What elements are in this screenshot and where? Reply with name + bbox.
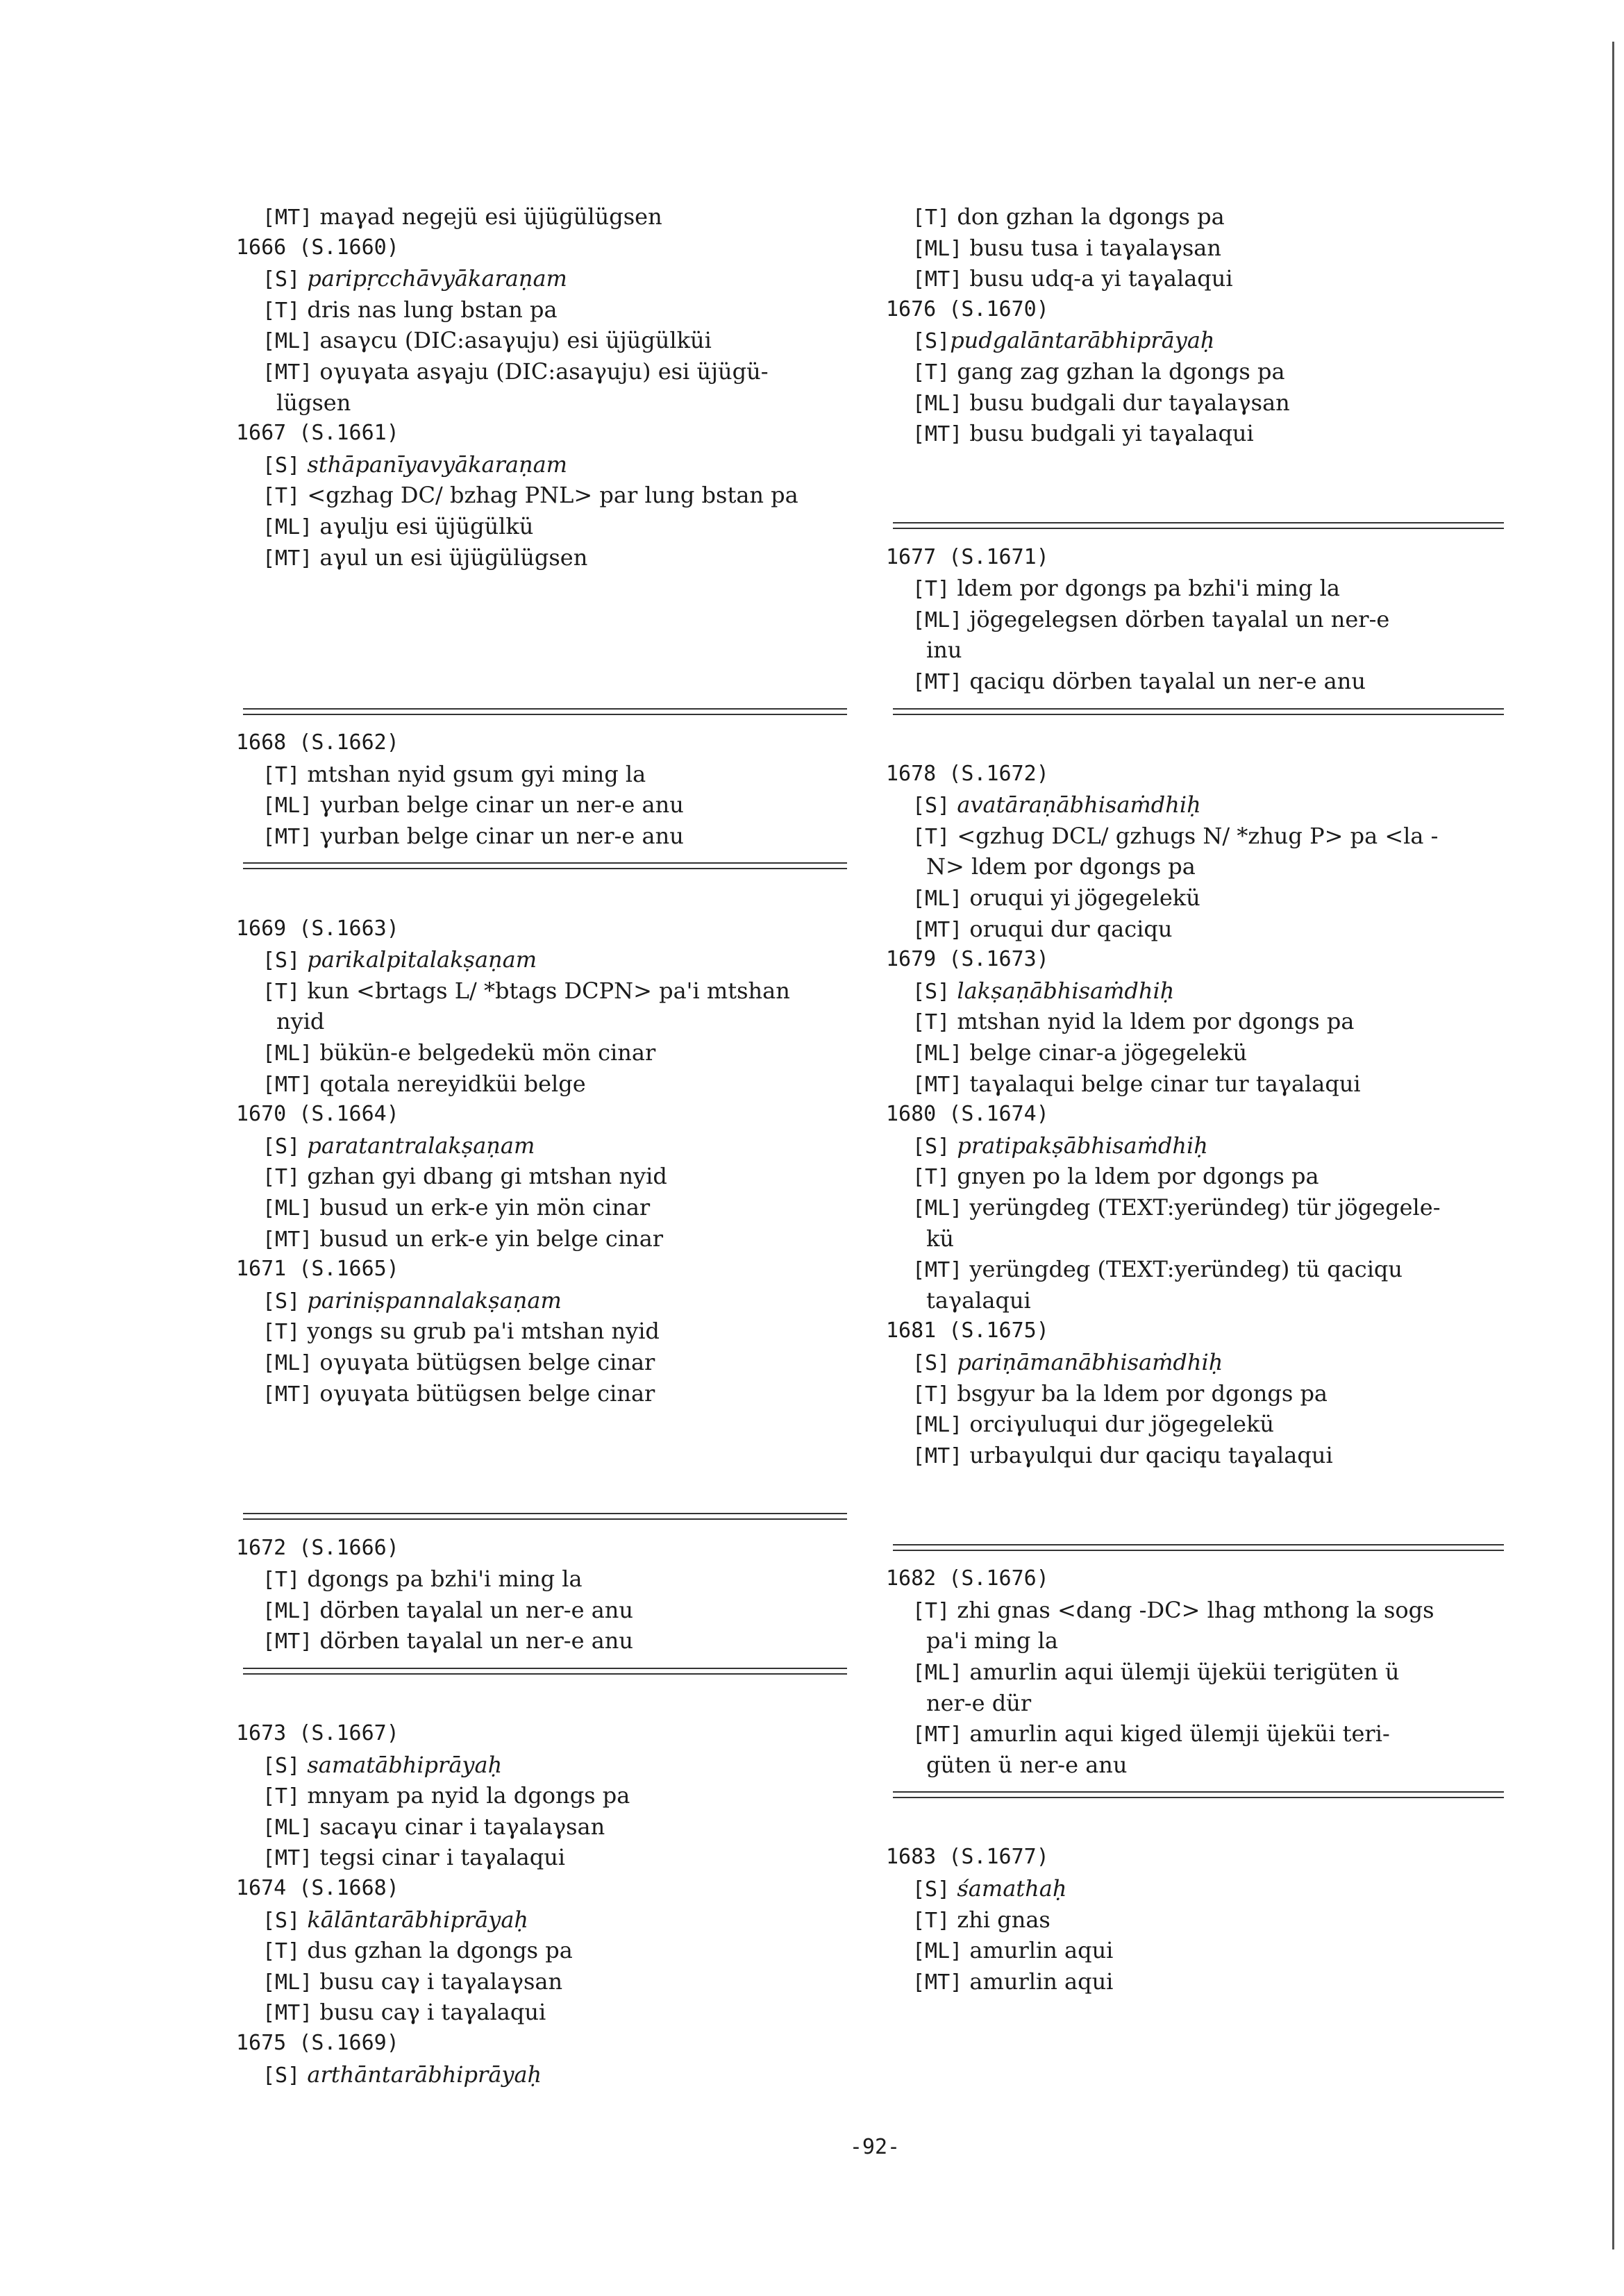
entry-text: paratantralakṣaṇam xyxy=(300,1132,535,1159)
entry-line xyxy=(236,975,847,1007)
language-tag: [S] xyxy=(912,329,951,354)
section-divider xyxy=(236,697,847,728)
language-tag: [MT] xyxy=(912,267,963,292)
language-tag: [MT] xyxy=(912,669,963,694)
entry-number: 1678 (S.1672) xyxy=(886,761,1049,786)
entry-text: pratipakṣābhisaṁdhiḥ xyxy=(950,1132,1208,1159)
entry-continuation: inu xyxy=(926,637,962,664)
entry-line xyxy=(886,325,1504,356)
language-tag: [T] xyxy=(912,1165,951,1190)
language-tag: [MT] xyxy=(262,1846,313,1871)
entry-text: busu caγ i taγalaγsan xyxy=(312,1968,563,1995)
entry-text: yerüngdeg (TEXT:yeründeg) tür jögegele- xyxy=(962,1194,1441,1221)
entry-number: 1675 (S.1669) xyxy=(236,2031,399,2056)
language-tag: [S] xyxy=(262,1753,301,1778)
language-tag: [T] xyxy=(262,298,301,323)
language-tag: [S] xyxy=(262,453,301,478)
entry-line xyxy=(236,1750,847,1781)
entry-text: mtshan nyid la ldem por dgongs pa xyxy=(950,1008,1355,1035)
entry-text: sthāpanīyavyākaraṇam xyxy=(300,451,567,478)
entry-text: busud un erk-e yin mön cinar xyxy=(312,1194,651,1221)
language-tag: [T] xyxy=(912,1908,951,1933)
entry-text: dgongs pa bzhi'i ming la xyxy=(300,1566,583,1593)
entry-text: oruqui yi jögegelekü xyxy=(962,885,1200,912)
language-tag: [MT] xyxy=(912,1443,963,1468)
entry-text: sacaγu cinar i taγalaγsan xyxy=(312,1813,605,1840)
spacer xyxy=(236,1440,847,1471)
language-tag: [MT] xyxy=(912,422,963,447)
entry-text: qotala nereyidküi belge xyxy=(312,1070,586,1097)
language-tag: [T] xyxy=(912,360,951,385)
entry-text: belge cinar-a jögegelekü xyxy=(962,1039,1248,1066)
entry-text: arthāntarābhiprāyaḥ xyxy=(300,2061,542,2088)
language-tag: [ML] xyxy=(262,1970,313,1995)
entry-text: γurban belge cinar un ner-e anu xyxy=(312,791,684,819)
entry-text: lakṣaṇābhisaṁdhiḥ xyxy=(950,977,1175,1004)
entry-line xyxy=(886,1192,1504,1223)
entry-line xyxy=(236,356,847,387)
language-tag: [T] xyxy=(262,762,301,787)
entry-continuation: lügsen xyxy=(276,389,351,416)
language-tag: [ML] xyxy=(262,329,313,354)
entry-text: kun <brtags L/ *btags DCPN> pa'i mtshan xyxy=(300,977,790,1004)
entry-line xyxy=(886,1069,1504,1100)
entry-text: dris nas lung bstan pa xyxy=(300,296,558,323)
entry-number: 1672 (S.1666) xyxy=(236,1535,399,1560)
spacer xyxy=(236,882,847,914)
page-number: -92- xyxy=(849,2135,901,2159)
language-tag: [ML] xyxy=(912,1413,963,1438)
entry-text: zhi gnas <dang -DC> lhag mthong la sogs xyxy=(950,1596,1434,1623)
entry-line xyxy=(236,511,847,542)
entry-text: busu budgali dur taγalaγsan xyxy=(962,389,1290,416)
entry-number: 1676 (S.1670) xyxy=(886,296,1049,321)
spacer xyxy=(236,604,847,635)
language-tag: [T] xyxy=(262,1939,301,1964)
entry-line xyxy=(886,1904,1504,1936)
spacer xyxy=(886,449,1504,480)
language-tag: [S] xyxy=(912,794,951,819)
entry-number: 1670 (S.1664) xyxy=(236,1102,399,1127)
entry-line xyxy=(236,1037,847,1069)
entry-line xyxy=(236,449,847,480)
language-tag: [T] xyxy=(262,484,301,509)
entry-text: taγalaqui belge cinar tur taγalaqui xyxy=(962,1070,1361,1097)
section-divider xyxy=(236,1657,847,1688)
language-tag: [T] xyxy=(262,1320,301,1345)
entry-line xyxy=(236,759,847,790)
entry-text: pariṇāmanābhisaṁdhiḥ xyxy=(950,1348,1223,1375)
entry-text: aγul un esi üjügülügsen xyxy=(312,544,588,571)
entry-line xyxy=(886,789,1504,821)
language-tag: [ML] xyxy=(912,1041,963,1066)
language-tag: [ML] xyxy=(912,1939,963,1964)
entry-text: amurlin aqui ülemji üjeküi terigüten ü xyxy=(962,1658,1400,1685)
language-tag: [T] xyxy=(262,979,301,1004)
scan-edge-line xyxy=(1612,42,1614,2249)
section-divider xyxy=(886,697,1504,728)
language-tag: [ML] xyxy=(912,607,963,632)
entry-text: pariniṣpannalakṣaṇam xyxy=(300,1287,562,1314)
language-tag: [MT] xyxy=(262,1072,313,1097)
entry-text: aγulju esi üjügülkü xyxy=(312,512,534,539)
entry-text: amurlin aqui kiged ülemji üjeküi teri- xyxy=(962,1720,1390,1748)
entry-line xyxy=(886,1657,1504,1688)
language-tag: [S] xyxy=(262,1289,301,1314)
entry-text: amurlin aqui xyxy=(962,1937,1114,1964)
language-tag: [MT] xyxy=(912,1723,963,1748)
right-column xyxy=(886,201,1504,1997)
entry-line xyxy=(236,1595,847,1626)
entry-number: 1674 (S.1668) xyxy=(236,1876,399,1901)
section-divider xyxy=(886,1780,1504,1811)
entry-line xyxy=(886,1254,1504,1285)
spacer xyxy=(886,728,1504,759)
language-tag: [MT] xyxy=(262,824,313,849)
section-divider xyxy=(236,851,847,882)
entry-text: orciγuluqui dur jögegelekü xyxy=(962,1411,1274,1438)
entry-text: mtshan nyid gsum gyi ming la xyxy=(300,760,646,787)
entry-text: busu caγ i taγalaqui xyxy=(312,1999,546,2026)
entry-line xyxy=(236,201,847,233)
entry-number: 1677 (S.1671) xyxy=(886,544,1049,569)
entry-text: gnyen po la ldem por dgongs pa xyxy=(950,1163,1319,1190)
entry-line xyxy=(886,1935,1504,1966)
entry-text: jögegelegsen dörben taγalal un ner-e xyxy=(962,605,1390,632)
entry-line xyxy=(886,1347,1504,1378)
entry-continuation: taγalaqui xyxy=(926,1287,1031,1314)
spacer xyxy=(886,1502,1504,1533)
entry-text: <gzhag DC/ bzhag PNL> par lung bstan pa xyxy=(300,482,798,509)
language-tag: [ML] xyxy=(912,391,963,416)
entry-text: paripṛcchāvyākaraṇam xyxy=(300,265,567,292)
spacer xyxy=(236,666,847,697)
language-tag: [S] xyxy=(912,1134,951,1159)
entry-line xyxy=(236,542,847,573)
entry-number: 1673 (S.1667) xyxy=(236,1721,399,1746)
entry-text: don gzhan la dgongs pa xyxy=(950,203,1225,230)
entry-line xyxy=(236,789,847,821)
entry-line xyxy=(886,666,1504,697)
entry-line xyxy=(236,1780,847,1811)
language-tag: [S] xyxy=(912,1350,951,1375)
language-tag: [T] xyxy=(912,206,951,230)
entry-line xyxy=(236,1997,847,2028)
entry-line xyxy=(886,1873,1504,1904)
entry-line xyxy=(886,1378,1504,1409)
language-tag: [T] xyxy=(262,1784,301,1809)
spacer xyxy=(236,1409,847,1440)
entry-continuation: pa'i ming la xyxy=(926,1627,1058,1654)
language-tag: [S] xyxy=(262,948,301,973)
language-tag: [ML] xyxy=(262,1350,313,1375)
entry-text: qaciqu dörben taγalal un ner-e anu xyxy=(962,667,1366,694)
language-tag: [S] xyxy=(262,1134,301,1159)
entry-continuation: N> ldem por dgongs pa xyxy=(926,853,1196,880)
entry-line xyxy=(236,480,847,511)
entry-continuation: nyid xyxy=(276,1008,325,1035)
language-tag: [S] xyxy=(262,1908,301,1933)
entry-line xyxy=(236,1316,847,1347)
left-column xyxy=(236,201,847,2090)
entry-line xyxy=(886,233,1504,264)
language-tag: [MT] xyxy=(262,546,313,571)
language-tag: [T] xyxy=(262,1568,301,1593)
entry-line xyxy=(236,1347,847,1378)
entry-number: 1671 (S.1665) xyxy=(236,1257,399,1282)
entry-text: amurlin aqui xyxy=(962,1968,1114,1995)
entry-line xyxy=(236,1161,847,1192)
entry-number: 1666 (S.1660) xyxy=(236,235,399,260)
spacer xyxy=(236,1688,847,1719)
spacer xyxy=(886,1811,1504,1843)
entry-text: oγuγata asγaju (DIC:asaγuju) esi üjügü- xyxy=(312,358,769,385)
language-tag: [MT] xyxy=(912,1970,963,1995)
entry-text: śamathaḥ xyxy=(950,1875,1067,1902)
entry-line xyxy=(886,821,1504,852)
entry-line xyxy=(886,1161,1504,1192)
entry-continuation: güten ü ner-e anu xyxy=(926,1751,1128,1778)
entry-number: 1682 (S.1676) xyxy=(886,1566,1049,1591)
entry-text: tegsi cinar i taγalaqui xyxy=(312,1844,566,1871)
entry-text: <gzhug DCL/ gzhugs N/ *zhug P> pa <la - xyxy=(950,822,1439,849)
entry-line xyxy=(886,418,1504,449)
entry-line xyxy=(236,1069,847,1100)
language-tag: [MT] xyxy=(912,1072,963,1097)
language-tag: [ML] xyxy=(912,887,963,912)
entry-line xyxy=(886,1718,1504,1750)
entry-line xyxy=(236,1966,847,1997)
entry-line xyxy=(236,1564,847,1595)
section-divider xyxy=(236,1502,847,1533)
entry-line xyxy=(886,1409,1504,1440)
entry-continuation: kü xyxy=(926,1225,954,1252)
entry-text: oruqui dur qaciqu xyxy=(962,915,1173,942)
entry-text: oγuγata bütügsen belge cinar xyxy=(312,1380,655,1407)
language-tag: [T] xyxy=(912,1598,951,1623)
entry-line xyxy=(886,975,1504,1007)
entry-number: 1679 (S.1673) xyxy=(886,947,1049,972)
language-tag: [T] xyxy=(912,1382,951,1407)
language-tag: [MT] xyxy=(262,2001,313,2026)
entry-line xyxy=(236,1192,847,1223)
entry-text: gang zag gzhan la dgongs pa xyxy=(950,358,1285,385)
language-tag: [T] xyxy=(912,577,951,602)
language-tag: [ML] xyxy=(912,1660,963,1685)
entry-text: dörben taγalal un ner-e anu xyxy=(312,1596,633,1623)
entry-text: oγuγata bütügsen belge cinar xyxy=(312,1348,655,1375)
entry-number: 1683 (S.1677) xyxy=(886,1845,1049,1870)
language-tag: [MT] xyxy=(262,206,313,230)
spacer xyxy=(236,1470,847,1502)
entry-line xyxy=(886,1037,1504,1069)
spacer xyxy=(236,635,847,666)
entry-number: 1669 (S.1663) xyxy=(236,916,399,941)
section-divider xyxy=(886,511,1504,542)
section-divider xyxy=(886,1533,1504,1564)
language-tag: [T] xyxy=(912,1010,951,1035)
language-tag: [MT] xyxy=(262,1227,313,1252)
entry-line xyxy=(886,201,1504,233)
entry-text: mnyam pa nyid la dgongs pa xyxy=(300,1782,630,1809)
entry-line xyxy=(236,1625,847,1657)
entry-line xyxy=(236,2059,847,2090)
entry-text: yongs su grub pa'i mtshan nyid xyxy=(300,1318,660,1345)
language-tag: [ML] xyxy=(262,1815,313,1840)
entry-text: asaγcu (DIC:asaγuju) esi üjügülküi xyxy=(312,327,712,354)
language-tag: [MT] xyxy=(912,1258,963,1283)
entry-text: bsgyur ba la ldem por dgongs pa xyxy=(950,1380,1328,1407)
language-tag: [ML] xyxy=(262,1041,313,1066)
entry-number: 1668 (S.1662) xyxy=(236,730,399,755)
entry-line xyxy=(236,294,847,326)
entry-text: ldem por dgongs pa bzhi'i ming la xyxy=(950,575,1340,602)
language-tag: [S] xyxy=(912,979,951,1004)
entry-number: 1681 (S.1675) xyxy=(886,1318,1049,1343)
language-tag: [ML] xyxy=(912,1196,963,1221)
entry-text: samatābhiprāyaḥ xyxy=(300,1751,503,1778)
entry-text: yerüngdeg (TEXT:yeründeg) tü qaciqu xyxy=(962,1256,1403,1283)
spacer xyxy=(886,480,1504,511)
entry-text: bükün-e belgedekü mön cinar xyxy=(312,1039,656,1066)
entry-line xyxy=(236,821,847,852)
spacer xyxy=(236,573,847,604)
entry-line xyxy=(886,387,1504,419)
entry-line xyxy=(886,263,1504,294)
entry-continuation: ner-e dür xyxy=(926,1689,1032,1716)
entry-text: γurban belge cinar un ner-e anu xyxy=(312,822,684,849)
language-tag: [ML] xyxy=(262,1598,313,1623)
entry-text: urbaγulqui dur qaciqu taγalaqui xyxy=(962,1441,1333,1468)
entry-text: busu tusa i taγalaγsan xyxy=(962,234,1221,261)
entry-line xyxy=(236,944,847,975)
language-tag: [MT] xyxy=(262,1629,313,1654)
language-tag: [S] xyxy=(262,2063,301,2088)
language-tag: [S] xyxy=(912,1877,951,1902)
entry-text: dörben taγalal un ner-e anu xyxy=(312,1627,633,1654)
entry-line xyxy=(886,1006,1504,1037)
entry-line xyxy=(886,604,1504,635)
entry-text: maγad negejü esi üjügülügsen xyxy=(312,203,662,230)
language-tag: [S] xyxy=(262,267,301,292)
entry-line xyxy=(236,1285,847,1316)
spacer xyxy=(886,1470,1504,1502)
entry-line xyxy=(886,573,1504,604)
language-tag: [ML] xyxy=(262,1196,313,1221)
entry-line xyxy=(886,1595,1504,1626)
entry-line xyxy=(236,1378,847,1409)
language-tag: [MT] xyxy=(912,917,963,942)
entry-line xyxy=(886,914,1504,945)
language-tag: [T] xyxy=(912,824,951,849)
entry-line xyxy=(886,1440,1504,1471)
entry-line xyxy=(886,882,1504,914)
entry-number: 1667 (S.1661) xyxy=(236,421,399,446)
entry-text: zhi gnas xyxy=(950,1906,1050,1933)
entry-line xyxy=(236,325,847,356)
entry-text: avatāraṇābhisaṁdhiḥ xyxy=(950,791,1201,819)
entry-line xyxy=(236,1904,847,1936)
entry-text: parikalpitalakṣaṇam xyxy=(300,946,537,973)
language-tag: [MT] xyxy=(262,360,313,385)
language-tag: [T] xyxy=(262,1165,301,1190)
entry-text: dus gzhan la dgongs pa xyxy=(300,1937,573,1964)
entry-line xyxy=(236,1130,847,1162)
entry-line xyxy=(886,1966,1504,1997)
entry-line xyxy=(886,356,1504,387)
entry-text: busud un erk-e yin belge cinar xyxy=(312,1225,664,1252)
language-tag: [MT] xyxy=(262,1382,313,1407)
entry-text: pudgalāntarābhiprāyaḥ xyxy=(950,327,1215,354)
entry-line xyxy=(236,1811,847,1843)
entry-line xyxy=(236,1842,847,1873)
entry-line xyxy=(236,263,847,294)
language-tag: [ML] xyxy=(912,236,963,261)
entry-line xyxy=(236,1223,847,1255)
language-tag: [ML] xyxy=(262,794,313,819)
entry-text: kālāntarābhiprāyaḥ xyxy=(300,1906,529,1933)
entry-text: busu udq-a yi taγalaqui xyxy=(962,265,1233,292)
entry-line xyxy=(236,1935,847,1966)
entry-text: gzhan gyi dbang gi mtshan nyid xyxy=(300,1163,667,1190)
language-tag: [ML] xyxy=(262,514,313,539)
entry-line xyxy=(886,1130,1504,1162)
entry-text: busu budgali yi taγalaqui xyxy=(962,420,1254,447)
entry-number: 1680 (S.1674) xyxy=(886,1102,1049,1127)
